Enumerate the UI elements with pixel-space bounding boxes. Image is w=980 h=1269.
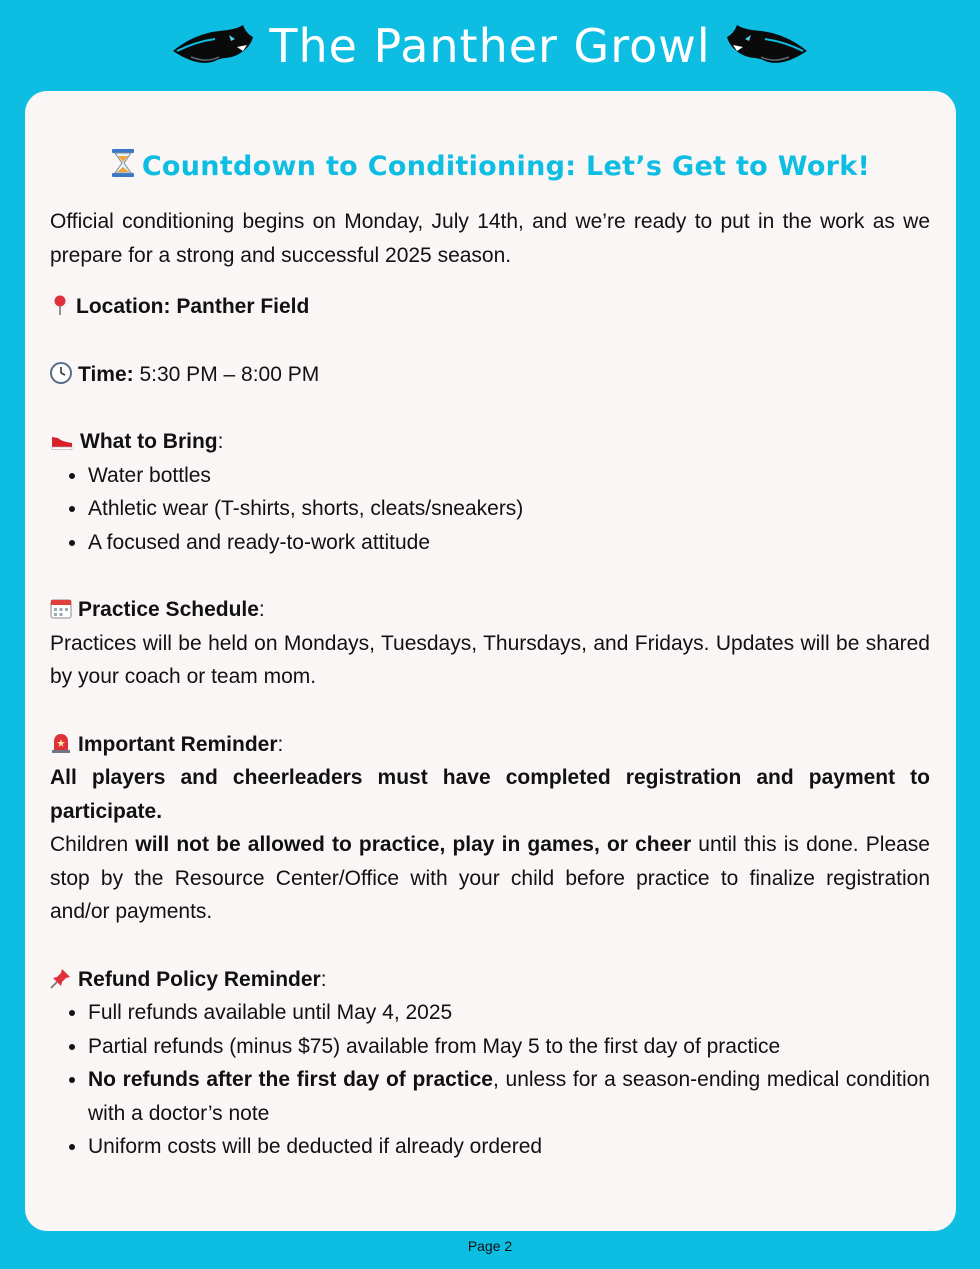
refund-colon: : (320, 967, 327, 991)
time-label: Time: (78, 362, 134, 386)
reminder-colon: : (277, 732, 284, 756)
location-line (50, 290, 930, 324)
clock-icon (50, 362, 72, 384)
reminder-label: Important Reminder (78, 732, 278, 756)
refund-item3-rest: , unless for a season-ending medical condition with a doctor’s note (88, 1068, 930, 1125)
children-post: until this is done. Please stop by the Resource Center/Office with your child before practice to finalize registration and/or payments. (50, 833, 930, 923)
pushpin-icon (50, 967, 72, 989)
schedule-label: Practice Schedule (78, 598, 259, 621)
bring-list (50, 459, 930, 560)
children-bold: will not be allowed to practice, play in games, or cheer (135, 833, 692, 856)
masthead (0, 0, 980, 92)
list-item: • Partial refunds (minus $75) available from May 5 to the first day of practice (88, 1030, 930, 1064)
page-number: Page 2 (467, 1238, 513, 1254)
refund-label: Refund Policy Reminder (78, 967, 321, 991)
panther-logo-left-icon (171, 21, 255, 71)
schedule-text: Practices will be held on Mondays, Tuesdays, Thursdays, and Fridays. Updates will be shared by your coach or team mom. (50, 631, 930, 688)
siren-icon (50, 732, 72, 754)
children-pre: Children (50, 833, 136, 856)
intro-paragraph: Official conditioning begins on Monday, July 14th, and we’re ready to put in the work as we prepare for a strong and successful 2025 season. (50, 210, 930, 267)
sneaker-icon (50, 431, 74, 451)
bring-colon: : (217, 430, 224, 453)
list-item: • Full refunds available until May 4, 2025 (88, 996, 930, 1030)
calendar-icon (50, 597, 72, 619)
panther-logo-right-icon (725, 21, 809, 71)
reminder-bold-line (50, 761, 930, 828)
newsletter-title: The Panther Growl (269, 19, 711, 73)
bring-label: What to Bring (80, 430, 218, 453)
bring-heading (50, 425, 930, 459)
location-label: Location: Panther Field (76, 295, 310, 318)
refund-heading (50, 963, 930, 997)
time-value: 5:30 PM – 8:00 PM (133, 362, 320, 386)
round-pushpin-icon (50, 294, 70, 316)
schedule-heading (50, 593, 930, 627)
heading-text: Countdown to Conditioning: Let’s Get to Work! (141, 151, 871, 182)
list-item: • Athletic wear (T-shirts, shorts, cleats/sneakers) (88, 492, 930, 526)
reminder-heading (50, 728, 930, 762)
list-item: • Water bottles (88, 459, 930, 493)
reminder-children-text (50, 828, 930, 929)
list-item (88, 1063, 930, 1130)
hourglass-icon (110, 148, 136, 178)
list-item: • Uniform costs will be deducted if already ordered (88, 1130, 930, 1164)
schedule-colon: : (258, 598, 265, 621)
refund-list (50, 996, 930, 1164)
time-line (50, 358, 930, 392)
section-heading (50, 147, 930, 187)
content-card (25, 91, 956, 1231)
reminder-bold-text: All players and cheerleaders must have completed registration and payment to participate. (50, 766, 930, 823)
list-item: • A focused and ready-to-work attitude (88, 526, 930, 560)
refund-item3-bold: No refunds after the first day of practice (88, 1068, 493, 1091)
